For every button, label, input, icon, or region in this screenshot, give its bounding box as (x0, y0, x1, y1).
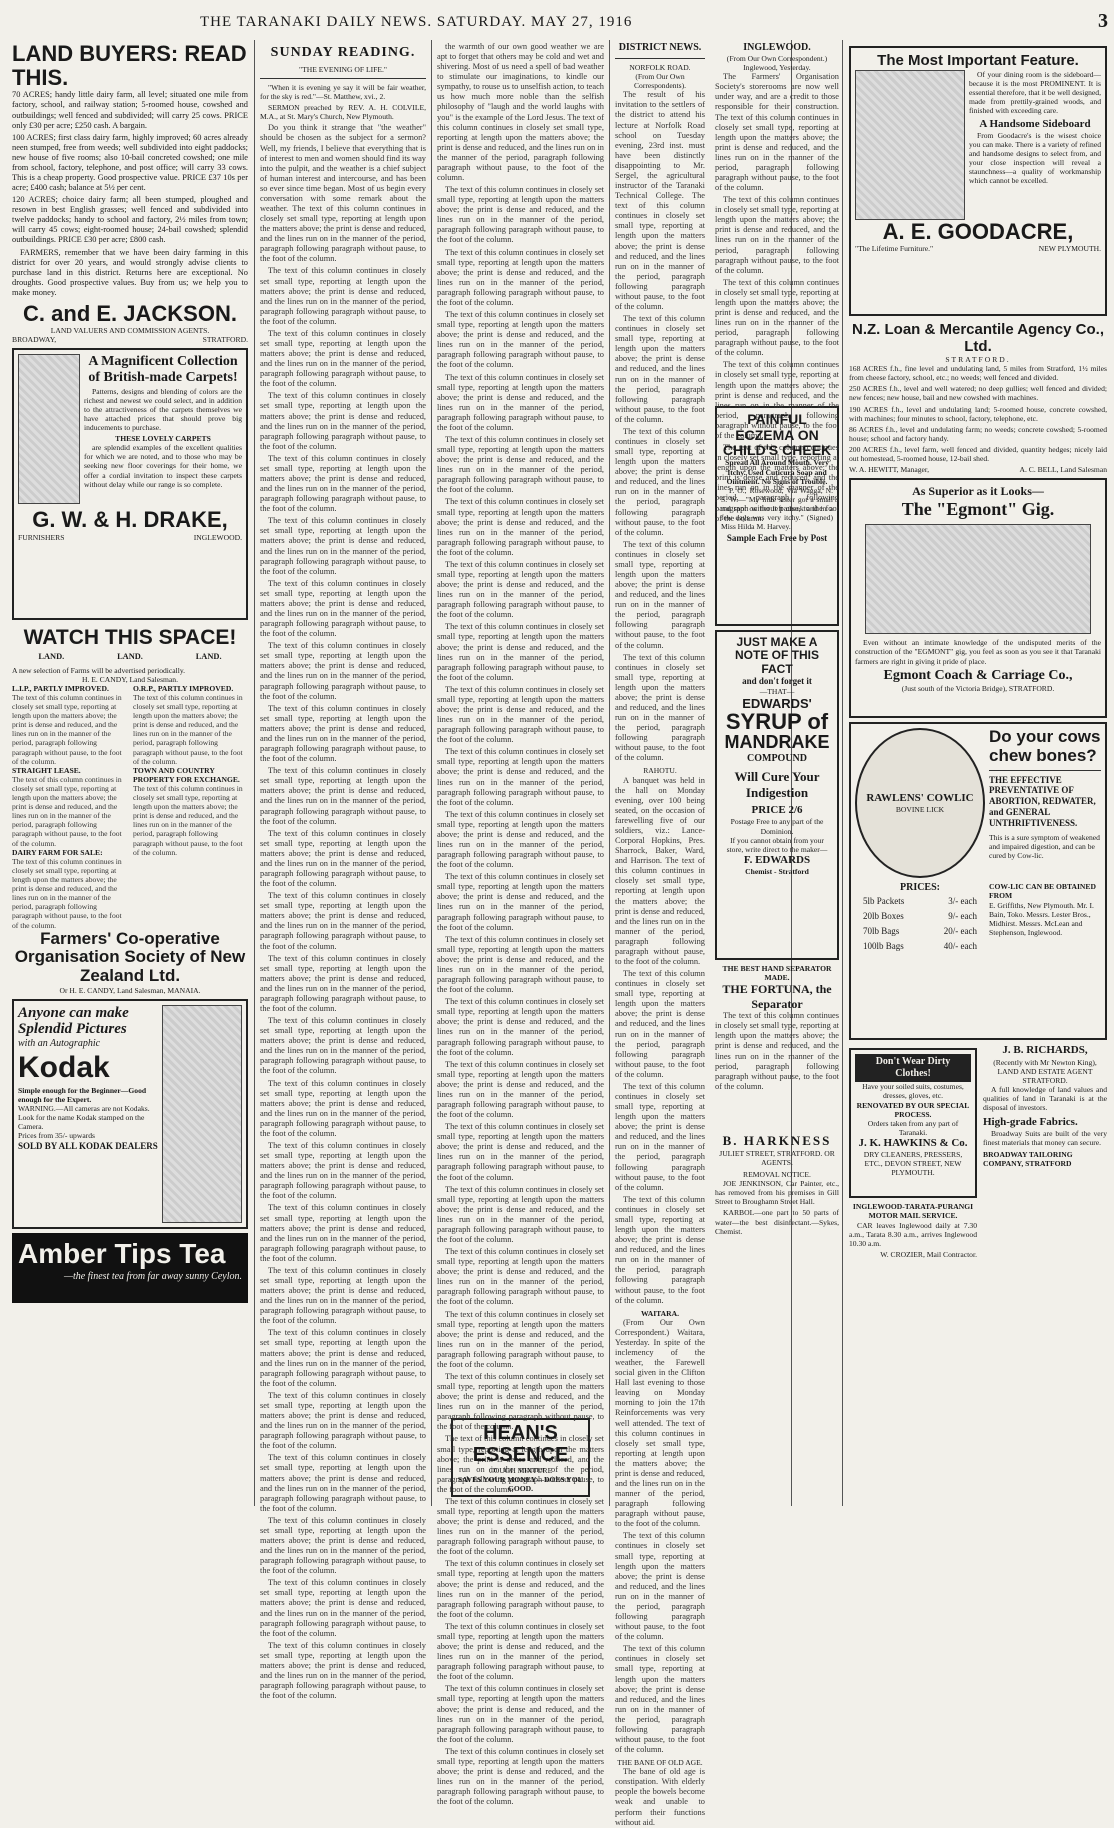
gig-body: Even without an intimate knowledge of the undisputed merits of the construction of the "EGMONT" gig, you feel as soon as you see it that Taranaki farmers are right in giving it pride of place. (855, 638, 1101, 666)
eczema-body: P. O., Rosewood, Via Wagga, N. S. W.—"My little sister got a small red spot on her left cheek and in a few days was very itchy." (Signed) Miss Hilda M. Harvey. (721, 485, 833, 532)
filler-text (12, 775, 127, 848)
filler-text (12, 693, 127, 766)
egmont-sub: (Just south of the Victoria Bridge), STRATFORD. (901, 684, 1055, 694)
filler-text (437, 435, 604, 495)
sermon-byline: SERMON preached by REV. A. H. COLVILE, M.A., at St. Mary's Church, New Plymouth. (260, 103, 426, 122)
page-number: 3 (1098, 10, 1108, 32)
sermon-body: Do you think it strange that "the weather" should be chosen as the subject for a sermon? Well, my friends, I believe that everything that is of interest to men and women should find its way into the pulpit, and the weather is a chief subject of human interest and intercourse, and has been so ever since time began. Most of us begin every conversation with some remark about the weather. The text of this column continues in closely set small type, reporting at length upon the matters above; the print is dense and reduced, and the lines run on in the manner of the period, paragraph following paragraph without pause, to the foot of the column. (260, 123, 426, 264)
harkness-sub: JULIET STREET, STRATFORD. OR AGENTS. (719, 1148, 835, 1167)
filler-text (12, 857, 127, 930)
furniture-body: Of your dining room is the sideboard—because it is the most PROMINENT. It is essential therefore, that it be well designed, made from prettily-grained woods, and finished with exceeding care. (969, 70, 1101, 116)
column-4 (611, 40, 709, 1827)
nz-loan-manager: W. A. HEWITT, Manager, (849, 465, 930, 475)
eczema-heading: PAINFUL ECZEMA ON CHILD'S CHEEK (722, 411, 832, 458)
filler-text (437, 935, 604, 995)
carpet-heading: A Magnificent Collection of British-made Carpets! (88, 354, 238, 386)
sermon-quote: "When it is evening ye say it will be fair weather, for the sky is red."—St. Matthew, xvi., 2. (260, 82, 426, 102)
filler-text (260, 891, 426, 951)
cowlic-from: COW-LIC CAN BE OBTAINED FROM (989, 882, 1096, 901)
sideboard-heading: A Handsome Sideboard (979, 117, 1091, 130)
fabrics-body: Broadway Suits are built of the very finest materials that money can secure. (983, 1129, 1107, 1148)
filler-text (260, 1203, 426, 1263)
karbol-note: KARBOL—one part to 50 parts of water—the best disinfectant.—Sykes, Chemist. (715, 1208, 839, 1236)
filler-text (615, 1644, 705, 1755)
cowlic-heading: Do your cows chew bones? (989, 727, 1101, 765)
filler-text (437, 1247, 604, 1307)
price-row: 100lb Bags 40/- each (863, 940, 977, 951)
filler-text (437, 1684, 604, 1744)
gig-illustration (865, 524, 1091, 634)
filler-text (260, 1578, 426, 1638)
filler-text (437, 1622, 604, 1682)
broadway-name: BROADWAY TAILORING COMPANY, STRATFORD (983, 1149, 1073, 1168)
listing: 120 ACRES; choice dairy farm; all been stumped, ploughed and resown in best English grasses; well fenced and subdivided into twelve paddocks; handy to school and factory, 2½ miles from town; will carry 45 cows; eight-roomed house; 24-bail cowshed; splendid outbuildings. PRICE £30 per acre; £800 cash. (12, 195, 248, 245)
carpet-body-2: are splendid examples of the excellent qualities for which we are noted, and to those who may be seeking new floor coverings for their home, we offer a cordial invitation to inspect these carpets without delay while our range is so complete. (84, 443, 242, 489)
watch-heading: WATCH THIS SPACE! (23, 626, 237, 650)
subheading: THE BANE OF OLD AGE. (617, 1758, 703, 1768)
filler-text (133, 784, 248, 857)
article-body: A banquet was held in the hall on Monday evening, over 100 being seated, on the occasion of farewelling five of our soldiers, viz.: Lance-Corporal Hopkins, Pres. Sharrock, Baker, Ward, and Harrison. The text of this column continues in closely set small type, reporting at length upon the matters above; the print is dense and reduced, and the lines run on in the manner of the period, paragraph following paragraph without pause, to the foot of the column. (615, 776, 705, 967)
subheading: NORFOLK ROAD. (629, 63, 691, 72)
coop-heading: Farmers' Co-operative Organisation Society of New Zealand Ltd. (14, 928, 246, 986)
firm-town: STRATFORD. (202, 335, 248, 345)
hawkins-name: J. K. HAWKINS & Co. (858, 1136, 968, 1149)
hawkins-ad (849, 1048, 977, 1198)
filler-text (715, 278, 839, 359)
filler-text (437, 622, 604, 682)
nz-loan-salesman: A. C. BELL, Land Salesman (1019, 465, 1107, 475)
firm-name: C. and E. JACKSON. (23, 300, 237, 326)
goodacre-ad (849, 46, 1107, 316)
egmont-gig-ad (849, 478, 1107, 718)
filler-text (260, 579, 426, 639)
column-rule (254, 40, 255, 1506)
hawkins-sub: DRY CLEANERS, PRESSERS, ETC., DEVON STREET, NEW PLYMOUTH. (863, 1150, 963, 1178)
filler-text (615, 314, 705, 425)
cowlic-ad (849, 722, 1107, 1040)
listing: 250 ACRES f.h., level and well watered; no deep gullies; well fenced and divided; new fences; new house, bail and new cowshed with machines. (849, 384, 1107, 403)
egmont-name: Egmont Coach & Carriage Co., (883, 667, 1073, 683)
filler-text (260, 266, 426, 326)
syrup-cure: Will Cure Your Indigestion (734, 769, 820, 800)
syrup-post: Postage Free to any part of the Dominion. (730, 817, 824, 836)
column-6 (845, 40, 1111, 1506)
column-5 (711, 40, 843, 1506)
filler-text (437, 1185, 604, 1245)
article-body: (From Our Own Correspondent.) Waitara, Yesterday. In spite of the inclemency of the weather, the Farewell social given in the Clifton Hall last evening to those leaving on Monday morning to join the 17th Reinforcements was very well attended. The text of this column continues in closely set small type, reporting at length upon the matters above; the print is dense and reduced, and the lines run on in the manner of the period, paragraph following paragraph without pause, to the foot of the column. (615, 1318, 705, 1530)
listing: 190 ACRES f.h., level and undulating land; 5-roomed house, concrete cowshed, with machines; four minutes to school, factory, telephone, etc. (849, 404, 1107, 423)
gig-heading-1: As Superior as it Looks— (912, 484, 1044, 499)
article-body: The Farmers' Organisation Society's storerooms are now well under way, and are a credit to those responsible for their construction. The text of this column continues in closely set small type, reporting at length upon the matters above; the print is dense and reduced, and the lines run on in the manner of the period, paragraph following paragraph without pause, to the foot of the column. (715, 72, 839, 193)
firm-subtitle: LAND VALUERS AND COMMISSION AGENTS. (50, 326, 210, 336)
clothes-orders: Orders taken from any part of Taranaki. (867, 1118, 959, 1137)
richards-sub: (Recently with Mr Newton King), LAND AND ESTATE AGENT STRATFORD. (993, 1057, 1097, 1085)
listing: 200 ACRES f.h., level farm, well fenced and divided, quantity hedges; nicely laid out homestead, 5-roomed house, 12-bail shed. (849, 444, 1107, 464)
land-buyers-heading: LAND BUYERS: READ THIS. (12, 41, 247, 91)
filler-text (260, 516, 426, 576)
land-label: LAND. (38, 652, 65, 662)
filler-text (615, 427, 705, 538)
nz-loan-place: STRATFORD. (945, 355, 1011, 364)
drake-town: INGLEWOOD. (193, 532, 242, 542)
subheading: RAHOTU. (643, 766, 677, 776)
filler-text (260, 766, 426, 826)
clothes-process: RENOVATED BY OUR SPECIAL PROCESS. (856, 1100, 970, 1119)
amber-brand: Amber Tips Tea (18, 1237, 226, 1269)
eczema-sample: Sample Each Free by Post (726, 533, 828, 544)
syrup-brand: SYRUP of (725, 709, 829, 735)
filler-text (260, 641, 426, 701)
column-rule (609, 40, 610, 1506)
filler-text (437, 560, 604, 620)
inglewood-heading: INGLEWOOD. (743, 42, 811, 53)
richards-body: A full knowledge of land values and qualities of land in Taranaki is at the disposal of investors. (983, 1084, 1107, 1113)
credit: (From Our Own Correspondent.) Inglewood, Yesterday. (726, 54, 828, 73)
article-body: The result of his invitation to the settlers of the district to attend his lecture at Norfolk Road school on Tuesday evening, 23rd inst. must have been distinctly disappointing to Mr. Sergel, the agricultural instructor of the Taranaki Technical College. The text of this column continues in closely set small type, reporting at length upon the matters above; the print is dense and reduced, and the lines run on in the manner of the period, paragraph following paragraph without pause, to the foot of the column. (615, 90, 705, 312)
filler-text (260, 1079, 426, 1139)
drake-name: G. W. & H. DRAKE, (32, 507, 228, 533)
cowlic-seal-text: RAWLENS' COWLIC (866, 792, 974, 805)
credit: (From Our Own Correspondents). (633, 72, 687, 91)
listing-heading: L.I.P., PARTLY IMPROVED. (12, 683, 109, 693)
cowlic-seal-sub: BOVINE LICK (895, 805, 945, 815)
filler-text (260, 1453, 426, 1513)
filler-text (437, 685, 604, 745)
filler-text (260, 1328, 426, 1388)
filler-text (715, 1011, 839, 1131)
cowlic-note: This is a sure symptom of weakened and impaired digestion, and can be cured by Cow-lic. (989, 832, 1100, 860)
removal-heading: REMOVAL NOTICE. (743, 1170, 811, 1180)
column-rule (431, 40, 432, 1506)
kodak-price: Prices from 35/- upwards (18, 1131, 95, 1141)
eczema-sub: Spread All Around Mouth. Very Itchy. Used Cuticura Soap and Ointment. No Signs of Trouble. (725, 458, 829, 486)
heans-sub: COUGH MIXTURE (488, 1466, 553, 1475)
masthead (0, 10, 1114, 36)
filler-text (133, 693, 248, 766)
masthead-title: THE TARANAKI DAILY NEWS. SATURDAY. MAY 27, 1916 (200, 14, 633, 30)
clothes-heading: Don't Wear Dirty Clothes! (855, 1054, 971, 1082)
harkness-name: B. HARKNESS (722, 1133, 832, 1149)
filler-text (615, 1195, 705, 1306)
filler-text (437, 373, 604, 433)
farmers-note: FARMERS, remember that we have been dairy farming in this district for over 20 years, and would strongly advise clients to purchase land in this district. Returns here are exceptional. No droughts. Good prospective values. Buy from us; we help you to make money. (12, 247, 248, 297)
filler-text (437, 747, 604, 807)
filler-text (615, 969, 705, 1080)
listing-heading: TOWN AND COUNTRY PROPERTY FOR EXCHANGE. (133, 765, 240, 784)
land-label: LAND. (195, 652, 222, 662)
removal-body: JOE JENKINSON, Car Painter, etc., has removed from his premises in Gill Street to Broughamn Street Hall. (715, 1179, 839, 1207)
syrup-maker-sub: Chemist - Stratford (745, 867, 809, 877)
gig-heading-2: The "Egmont" Gig. (901, 498, 1055, 519)
syrup-compound: COMPOUND (747, 753, 807, 765)
motor-body: CAR leaves Inglewood daily at 7.30 a.m., Tarata 8.30 a.m., arrives Inglewood 10.30 a.m. (849, 1220, 977, 1248)
listing-heading: O.R.P., PARTLY IMPROVED. (133, 683, 234, 693)
filler-text (437, 310, 604, 370)
filler-text (437, 1060, 604, 1120)
listing: 70 ACRES; handy little dairy farm, all level; situated one mile from factory, school, and railway station; 5-roomed house, cowshed and outbuildings; well fenced and subdivided; will carry 25 cows. PRICE only £30 per acre; £250 cash. A bargain. (12, 90, 248, 130)
kodak-dealers: SOLD BY ALL KODAK DEALERS (18, 1140, 158, 1151)
filler-text (260, 954, 426, 1014)
sermon-continued: the warmth of our own good weather we are apt to forget that others may be cold and wet and shivering. Most of us need a spell of bad weather to stimulate our imaginations, to kindle our sympathy, to rouse us to unselfish action, to teach us how much more noble than the selfish philosophy of "laugh and the world laughs with you" is the example of the Lord Jesus. The text of this column continues in closely set small type, reporting at length upon the matters above; the print is dense and reduced, and the lines run on in the manner of the period, paragraph following paragraph without pause, to the foot of the column. (437, 42, 604, 183)
kodak-body: Simple enough for the Beginner—Good enough for the Expert. (18, 1085, 147, 1105)
filler-text (437, 1122, 604, 1182)
goodacre-slogan: "The Lifetime Furniture." (855, 244, 934, 254)
filler-text (260, 1641, 426, 1701)
filler-text (260, 1266, 426, 1326)
filler-text (437, 997, 604, 1057)
syrup-brand: MANDRAKE (724, 732, 830, 753)
filler-text (260, 1516, 426, 1576)
filler-text (437, 1747, 604, 1807)
syrup-ifnot: If you cannot obtain from your store, write direct to the maker— (726, 835, 828, 854)
syrup-brand: EDWARDS' (742, 695, 812, 711)
cowlic-body: THE EFFECTIVE PREVENTATIVE OF ABORTION, REDWATER, and GENERAL UNTHRIFTIVENESS. (989, 774, 1096, 828)
carpet-body: Patterns, designs and blending of colors are the richest and newest we could select, and in addition to the attractiveness of the carpets themselves we have attached prices that should prove big inducements to purchase. (84, 386, 242, 432)
note-line1: JUST MAKE A NOTE OF THIS FACT (735, 635, 819, 676)
district-news-heading: DISTRICT NEWS. (618, 42, 702, 53)
filler-text (615, 653, 705, 764)
column-1 (8, 40, 252, 1506)
filler-text (260, 1141, 426, 1201)
column-2 (256, 40, 430, 1506)
nz-loan-heading: N.Z. Loan & Mercantile Agency Co., Ltd. (852, 321, 1104, 355)
filler-text (260, 454, 426, 514)
filler-text (260, 329, 426, 389)
filler-text (437, 872, 604, 932)
note-line2: and don't forget it (742, 675, 812, 686)
filler-text (437, 810, 604, 870)
filler-text (260, 1016, 426, 1076)
filler-text (615, 1531, 705, 1642)
richards-name: J. B. RICHARDS, (1002, 1044, 1088, 1057)
heans-tagline: SAVES YOUR MONEY—DOES YOU GOOD. (457, 1475, 584, 1494)
kodak-subline: with an Autographic (18, 1037, 101, 1049)
watch-agent: H. E. CANDY, Land Salesman. (81, 674, 179, 684)
fortuna-heading: THE FORTUNA, the Separator (722, 982, 832, 1011)
heans-brand: HEAN'S ESSENCE (472, 1422, 569, 1466)
furniture-heading: The Most Important Feature. (877, 52, 1079, 69)
cowlic-seal (855, 728, 985, 878)
filler-text (437, 1497, 604, 1557)
cowlic-agents: E. Griffiths, New Plymouth. Mr. I. Bain, Toko. Messrs. Lester Bros., Midhirst. Messrs. McLean and Stephenson, Inglewood. (989, 900, 1094, 937)
price-row: 70lb Bags 20/- each (863, 925, 977, 936)
carpet-subheading: THESE LOVELY CARPETS (115, 434, 211, 444)
prices-label: PRICES: (899, 882, 940, 894)
syrup-price: PRICE 2/6 (751, 804, 803, 817)
article-body: The bane of old age is constipation. With elderly people the bowels become weak and unable to perform their functions without aid. (615, 1767, 705, 1827)
kodak-brand: Kodak (18, 1050, 110, 1084)
listing: 168 ACRES f.h., fine level and undulating land, 5 miles from Stratford, 1½ miles from cheese factory, school, etc.; no weeds; well fenced and divided. (849, 364, 1107, 383)
amber-tagline: —the finest tea from far away sunny Ceylon. (64, 1270, 242, 1282)
filler-text (260, 829, 426, 889)
filler-text (260, 704, 426, 764)
column-3 (433, 40, 608, 1506)
kodak-headline: Anyone can make Splendid Pictures (18, 1004, 129, 1038)
sermon-subheading: "THE EVENING OF LIFE." (298, 64, 388, 74)
filler-text (260, 1391, 426, 1451)
motor-heading: INGLEWOOD-TARATA-PURANGI MOTOR MAIL SERVICE. (852, 1202, 974, 1221)
listing-heading: STRAIGHT LEASE. (12, 765, 81, 775)
filler-text (437, 248, 604, 308)
filler-text (615, 540, 705, 651)
land-label: LAND. (117, 652, 143, 662)
note-that: —THAT— (759, 686, 795, 696)
coop-agent: Or H. E. CANDY, Land Salesman, MANAIA. (59, 985, 201, 995)
watch-note: A new selection of Farms will be advertised periodically. (12, 665, 186, 675)
filler-text (615, 1082, 705, 1193)
edwards-ad (715, 630, 839, 960)
sunday-reading-heading: SUNDAY READING. (270, 45, 416, 60)
clothes-body: Have your soiled suits, costumes, dresses, gloves, etc. (862, 1082, 964, 1101)
kodak-ad (12, 999, 248, 1229)
goodacre-name: A. E. GOODACRE, (882, 219, 1074, 244)
separator-heading: THE BEST HAND SEPARATOR MADE. (722, 964, 832, 983)
amber-tips-ad (12, 1233, 248, 1303)
listing: 86 ACRES f.h., level and undulating farm; no weeds; concrete cowshed; 5-roomed house; school and factory handy. (849, 424, 1107, 443)
motor-owner: W. CROZIER, Mail Contractor. (880, 1249, 977, 1259)
filler-text (260, 391, 426, 451)
listing: 100 ACRES; first class dairy farm, highly improved; 60 acres already neen stumped, free from weeds; well subdivided into eight paddocks; new house of five rooms; also 10-bail concreted cowshed; one mile from school, factory, telephone, and post office; will carry 33 cows. This is a cheap property. Good prospective value. PRICE £37 10s per acre; £400 cash; balance at 5½ per cent. (12, 132, 248, 193)
goodacre-town: NEW PLYMOUTH. (1038, 244, 1101, 254)
price-row: 5lb Packets 3/- each (863, 896, 977, 907)
filler-text (437, 497, 604, 557)
filler-text (437, 1559, 604, 1619)
drake-trade: FURNISHERS (18, 532, 65, 542)
syrup-maker: F. EDWARDS (743, 853, 811, 866)
filler-text (437, 1310, 604, 1370)
sideboard-illustration (855, 70, 965, 220)
sideboard-body: From Goodacre's is the wisest choice you can make. There is a variety of refined and handsome designs to select from, and your close inspection will reveal a staunchness—a quality of workmanship which cannot be excelled. (969, 130, 1101, 186)
fabrics-heading: High-grade Fabrics. (983, 1116, 1078, 1129)
price-row: 20lb Boxes 9/- each (863, 911, 977, 922)
firm-street: BROADWAY, (12, 335, 57, 345)
filler-text (437, 185, 604, 245)
carpet-ad (12, 348, 248, 620)
kodak-warning: WARNING.—All cameras are not Kodaks. Look for the name Kodak stamped on the Camera. (18, 1104, 150, 1132)
subheading: WAITARA. (640, 1308, 680, 1318)
carpet-illustration (18, 354, 80, 504)
filler-text (715, 195, 839, 276)
listing-heading: DAIRY FARM FOR SALE: (12, 847, 103, 857)
woman-illustration (162, 1005, 242, 1223)
